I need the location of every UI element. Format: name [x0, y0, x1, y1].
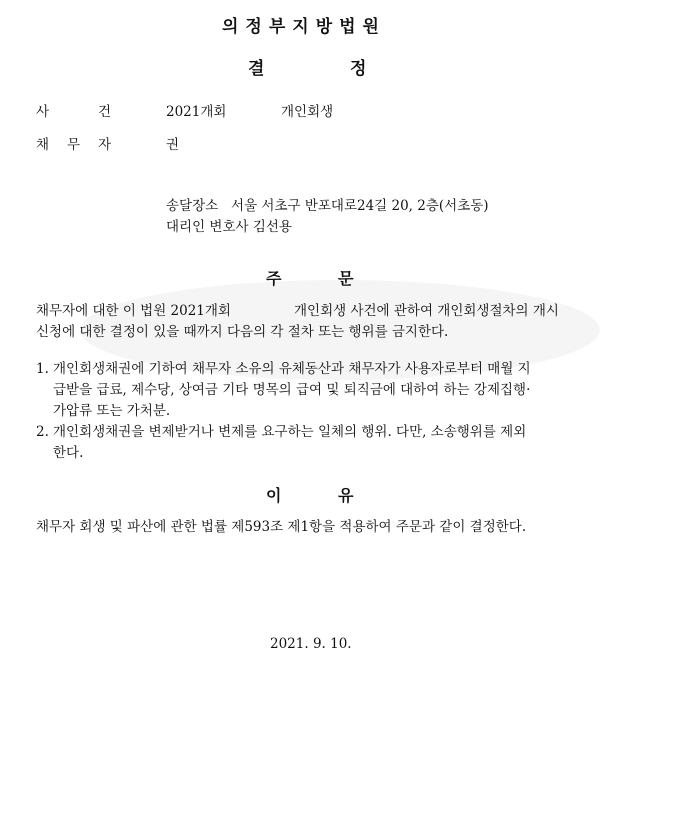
court-name: 의정부지방법원 — [222, 17, 386, 37]
order-item-line: 가압류 또는 가처분. — [53, 403, 171, 419]
attorney: 대리인 변호사 김선용 — [166, 219, 292, 235]
reason-heading-right: 유 — [338, 486, 354, 505]
debtor-label-char: 무 — [67, 137, 81, 153]
order-item — [36, 422, 596, 464]
case-label-char: 사 — [36, 104, 50, 120]
order-item-line: 개인회생채권에 기하여 채무자 소유의 유체동산과 채무자가 사용자로부터 매월 지 — [53, 361, 531, 377]
debtor-label-char: 자 — [98, 137, 112, 153]
order-item-line: 급받을 급료, 제수당, 상여금 기타 명목의 급여 및 퇴직금에 대하여 하는 강제집행· — [53, 382, 531, 398]
case-number: 2021개회 — [166, 104, 227, 120]
debtor-label-char: 채 — [36, 137, 50, 153]
order-item-line: 한다. — [53, 445, 84, 461]
order-intro-line2: 신청에 대한 결정이 있을 때까지 다음의 각 절차 또는 행위를 금지한다. — [36, 324, 449, 340]
order-intro-line1b: 개인회생 사건에 관하여 개인회생절차의 개시 — [294, 303, 559, 319]
order-intro-line1: 채무자에 대한 이 법원 2021개회 — [36, 303, 231, 319]
reason-heading-left: 이 — [266, 486, 282, 505]
order-heading-left: 주 — [266, 269, 282, 288]
case-label-char: 건 — [98, 104, 112, 120]
debtor-name: 권 — [166, 137, 180, 153]
reason-text: 채무자 회생 및 파산에 관한 법률 제593조 제1항을 적용하여 주문과 같이 결정한다. — [36, 519, 527, 535]
order-item-line: 개인회생채권을 변제받거나 변제를 요구하는 일체의 행위. 다만, 소송행위를 제외 — [53, 424, 527, 440]
case-name: 개인회생 — [281, 104, 334, 120]
order-item — [36, 359, 596, 422]
order-item-number: 1. — [36, 361, 49, 377]
decision-date: 2021. 9. 10. — [270, 636, 352, 652]
doc-title-right: 정 — [350, 59, 367, 79]
order-heading-right: 문 — [338, 269, 354, 288]
doc-title-left: 결 — [248, 59, 265, 79]
order-item-number: 2. — [36, 424, 49, 440]
service-address: 송달장소 서울 서초구 반포대로24길 20, 2층(서초동) — [166, 198, 489, 214]
